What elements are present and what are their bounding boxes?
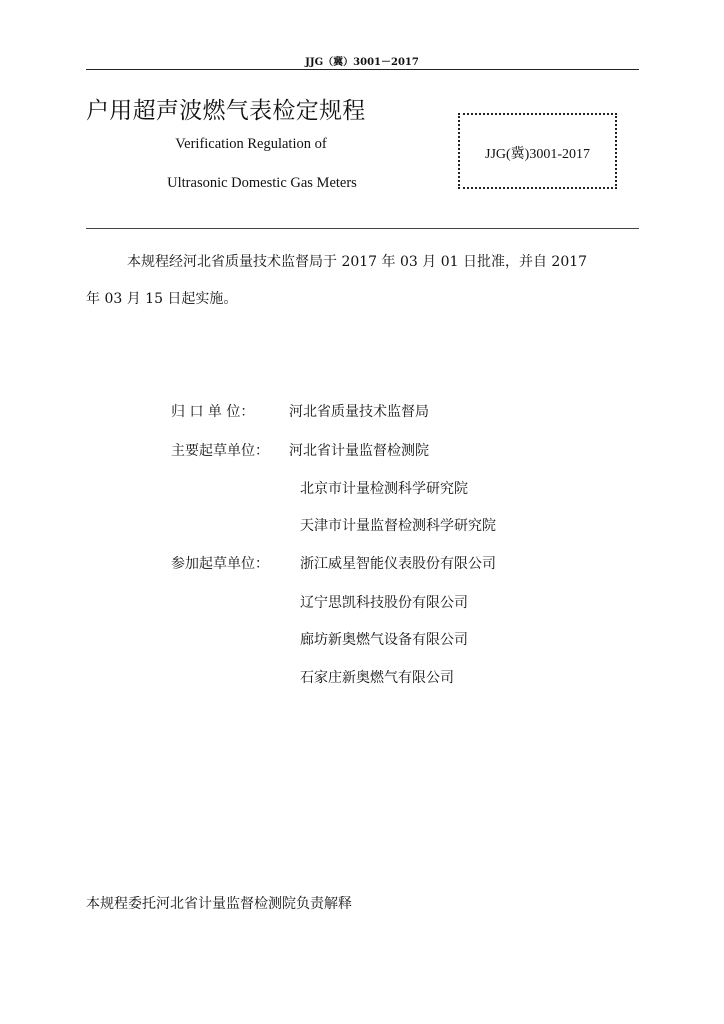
title-divider — [86, 228, 639, 229]
document-title-cn: 户用超声波燃气表检定规程 — [86, 98, 366, 124]
regulation-code: JJG(冀)3001-2017 — [485, 147, 590, 162]
running-header: JJG（冀）3001－2017 — [305, 57, 419, 68]
main-drafting-label: 主要起草单位： — [171, 443, 269, 459]
gui-kou-unit-label: 归 口 单 位： — [171, 404, 255, 420]
gui-kou-unit-value: 河北省质量技术监督局 — [289, 404, 429, 420]
document-title-en-line2: Ultrasonic Domestic Gas Meters — [167, 175, 357, 191]
participating-unit-1: 浙江威星智能仪表股份有限公司 — [300, 556, 496, 572]
participating-unit-4: 石家庄新奥燃气有限公司 — [300, 670, 454, 686]
header-rule — [86, 69, 639, 70]
main-drafting-unit-3: 天津市计量监督检测科学研究院 — [300, 518, 496, 534]
main-drafting-unit-1: 河北省计量监督检测院 — [289, 443, 429, 459]
participating-unit-2: 辽宁思凯科技股份有限公司 — [300, 595, 468, 611]
document-title-en-line1: Verification Regulation of — [175, 136, 327, 152]
main-drafting-unit-2: 北京市计量检测科学研究院 — [300, 481, 468, 497]
participating-unit-3: 廊坊新奥燃气设备有限公司 — [300, 632, 468, 648]
participating-label: 参加起草单位： — [171, 556, 269, 572]
approval-statement-line2: 年 03 月 15 日起实施。 — [86, 291, 238, 307]
approval-statement-line1: 本规程经河北省质量技术监督局于 2017 年 03 月 01 日批准，并自 2017 — [127, 254, 588, 270]
interpretation-note: 本规程委托河北省计量监督检测院负责解释 — [86, 896, 352, 912]
